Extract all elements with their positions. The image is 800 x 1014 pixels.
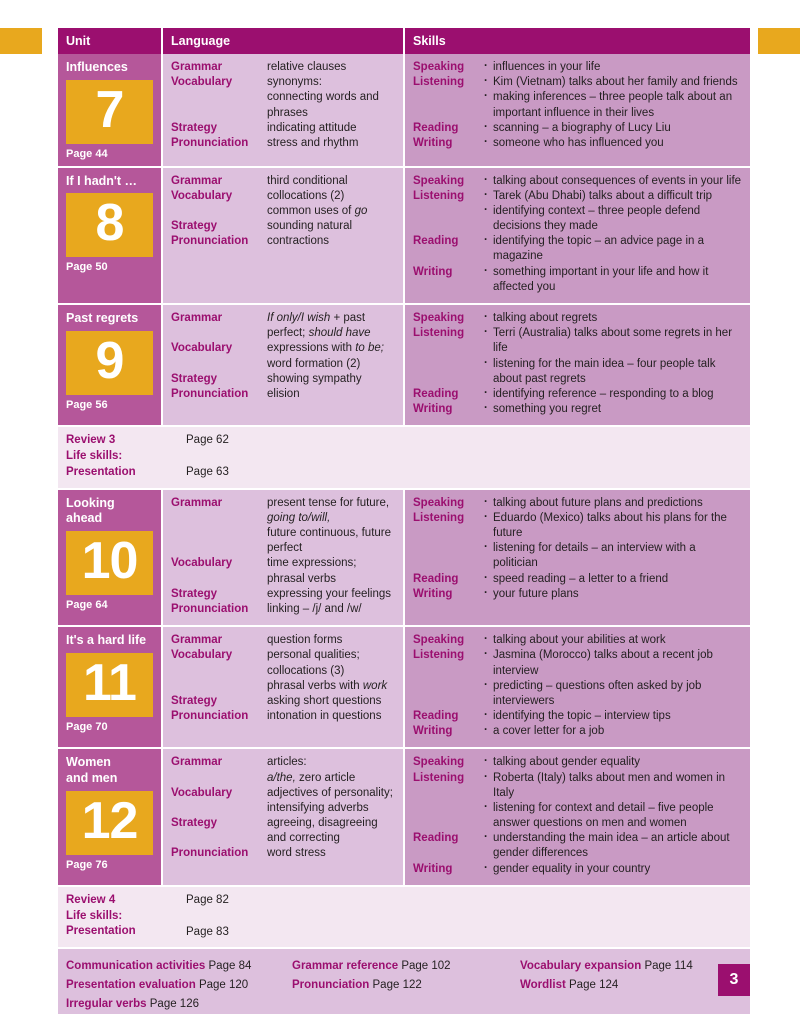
language-row <box>171 786 395 801</box>
language-value: sounding natural <box>267 220 353 233</box>
skill-item: · listening for details – an interview with a politician <box>483 541 742 571</box>
language-row <box>171 755 395 770</box>
skill-label: Listening <box>413 511 465 524</box>
skill-label: Speaking <box>413 174 465 187</box>
language-value: third conditional <box>267 174 348 187</box>
skill-items <box>483 265 742 295</box>
skill-row <box>413 387 742 402</box>
skill-items <box>483 496 742 511</box>
unit-page-ref: Page 64 <box>66 599 108 612</box>
language-row <box>171 694 395 709</box>
back-matter-page-ref: Page 126 <box>149 998 199 1011</box>
language-value: question forms <box>267 634 343 647</box>
back-matter-label: Pronunciation <box>292 979 370 992</box>
language-row <box>171 664 395 679</box>
language-row <box>171 387 395 402</box>
unit-number: 10 <box>66 531 153 595</box>
language-label <box>171 90 267 120</box>
back-matter-entry <box>66 976 292 995</box>
unit-title: It's a hard life <box>66 633 147 648</box>
language-label <box>171 664 267 679</box>
skill-item: · understanding the main idea – an article about gender differences <box>483 831 742 861</box>
language-label: Grammar <box>171 496 223 509</box>
skill-item: · Tarek (Abu Dhabi) talks about a difficult trip <box>483 189 742 204</box>
language-row <box>171 526 395 556</box>
skill-label: Writing <box>413 403 453 416</box>
skill-items <box>483 755 742 770</box>
language-label: Vocabulary <box>171 189 233 202</box>
header-unit: Unit <box>58 28 162 54</box>
language-value: stress and rhythm <box>267 136 359 149</box>
skill-label: Reading <box>413 235 459 248</box>
language-row <box>171 648 395 663</box>
language-row <box>171 121 395 136</box>
skill-row <box>413 174 742 189</box>
unit-title: If I hadn't … <box>66 173 138 188</box>
language-value: future continuous, future perfect <box>267 527 392 555</box>
language-value: intensifying adverbs <box>267 801 369 814</box>
language-label <box>171 572 267 587</box>
skill-label: Writing <box>413 136 453 149</box>
language-label: Vocabulary <box>171 786 233 799</box>
unit-cell <box>58 489 162 626</box>
unit-page-ref: Page 50 <box>66 261 108 274</box>
language-row <box>171 234 395 249</box>
language-label <box>171 526 267 556</box>
skill-row <box>413 587 742 602</box>
language-label: Grammar <box>171 756 223 769</box>
skill-items <box>483 387 742 402</box>
skill-row <box>413 121 742 136</box>
language-row <box>171 572 395 587</box>
skill-items <box>483 648 742 709</box>
back-matter-column <box>66 957 292 1014</box>
language-label: Vocabulary <box>171 649 233 662</box>
unit-page-ref: Page 76 <box>66 858 108 871</box>
review-row <box>58 426 750 489</box>
language-value: articles: <box>267 756 307 769</box>
skill-item: · identifying reference – responding to a blog <box>483 387 742 402</box>
language-row <box>171 679 395 694</box>
language-row <box>171 846 395 861</box>
skill-item: · talking about gender equality <box>483 755 742 770</box>
skill-item: · Roberta (Italy) talks about men and women in Italy <box>483 771 742 801</box>
skill-item: · Kim (Vietnam) talks about her family and friends <box>483 75 742 90</box>
skill-item: · something important in your life and how it affected you <box>483 265 742 295</box>
language-value: indicating attitude <box>267 121 357 134</box>
skill-item: · identifying the topic – interview tips <box>483 709 742 724</box>
back-matter-entry <box>520 976 742 995</box>
language-row <box>171 75 395 90</box>
unit-number: 9 <box>66 331 153 395</box>
language-value: expressions with to be; <box>267 342 384 355</box>
review-label: Review 3 <box>66 434 116 447</box>
table-body <box>58 54 750 1014</box>
language-row <box>171 633 395 648</box>
skill-item: · scanning – a biography of Lucy Liu <box>483 121 742 136</box>
language-label: Grammar <box>171 174 223 187</box>
language-label: Pronunciation <box>171 387 249 400</box>
table-row <box>58 748 750 885</box>
unit-cell <box>58 748 162 885</box>
skill-item: · talking about regrets <box>483 311 742 326</box>
skill-item: · someone who has influenced you <box>483 136 742 151</box>
table-row <box>58 626 750 748</box>
back-matter-label: Vocabulary expansion <box>520 960 642 973</box>
language-value: intonation in questions <box>267 710 382 723</box>
language-row <box>171 556 395 571</box>
skill-label: Listening <box>413 771 465 784</box>
unit-page-ref: Page 56 <box>66 398 108 411</box>
review-label: Life skills: Presentation <box>66 450 136 478</box>
back-matter-cell <box>58 948 750 1014</box>
review-page-ref: Page 62 <box>186 434 229 447</box>
skill-items <box>483 189 742 235</box>
skill-label: Reading <box>413 121 459 134</box>
language-value: contractions <box>267 235 330 248</box>
language-label: Strategy <box>171 817 218 830</box>
language-value: present tense for future, going to/will, <box>267 496 390 524</box>
unit-page-ref: Page 70 <box>66 720 108 733</box>
language-value: adjectives of personality; <box>267 786 393 799</box>
language-label <box>171 801 267 816</box>
skill-item: · listening for context and detail – five people answer questions on men and women <box>483 801 742 831</box>
page-number-badge: 3 <box>718 964 750 996</box>
skill-label: Speaking <box>413 61 465 73</box>
skill-item: · making inferences – three people talk about an important influence in their lives <box>483 90 742 120</box>
skill-row <box>413 862 742 877</box>
language-row <box>171 341 395 356</box>
unit-number: 11 <box>66 653 153 717</box>
skill-row <box>413 724 742 739</box>
review-label: Review 4 <box>66 893 116 906</box>
skill-item: · speed reading – a letter to a friend <box>483 572 742 587</box>
skill-label: Writing <box>413 265 453 278</box>
language-row <box>171 189 395 204</box>
skill-label: Reading <box>413 832 459 845</box>
skill-items <box>483 572 742 587</box>
skills-cell <box>404 748 750 885</box>
skill-items <box>483 831 742 861</box>
skill-label: Listening <box>413 327 465 340</box>
skills-cell <box>404 304 750 426</box>
skills-cell <box>404 626 750 748</box>
language-row <box>171 587 395 602</box>
back-matter-label: Wordlist <box>520 979 566 992</box>
language-value: If only/I wish + past perfect; should have <box>267 312 371 340</box>
review-line <box>66 433 742 449</box>
language-row <box>171 496 395 526</box>
unit-number: 12 <box>66 791 153 855</box>
language-label: Grammar <box>171 634 223 647</box>
unit-cell <box>58 167 162 304</box>
unit-title: Influences <box>66 60 128 74</box>
back-matter-label: Communication activities <box>66 960 206 973</box>
back-matter-entry <box>292 957 520 976</box>
skill-item: · talking about your abilities at work <box>483 633 742 648</box>
skill-item: · something you regret <box>483 402 742 417</box>
unit-number: 7 <box>66 80 153 144</box>
unit-title: Women and men <box>66 755 118 785</box>
table-row <box>58 489 750 626</box>
review-block-4 <box>58 886 750 949</box>
back-matter-page-ref: Page 120 <box>198 979 249 992</box>
language-label: Strategy <box>171 121 218 134</box>
table-row <box>58 167 750 304</box>
language-label: Pronunciation <box>171 710 249 723</box>
skill-row <box>413 648 742 709</box>
back-matter-page-ref: Page 102 <box>401 960 451 973</box>
back-matter-column <box>292 957 520 1014</box>
skill-items <box>483 136 742 151</box>
back-matter-entry <box>520 957 742 976</box>
back-matter-page-ref: Page 124 <box>569 979 619 992</box>
language-row <box>171 311 395 341</box>
skill-row <box>413 831 742 861</box>
skill-label: Listening <box>413 649 465 662</box>
review-page-ref: Page 83 <box>186 925 229 938</box>
language-cell <box>162 748 404 885</box>
back-matter-label: Grammar reference <box>292 960 399 973</box>
language-row <box>171 816 395 846</box>
language-row <box>171 801 395 816</box>
skill-row <box>413 75 742 121</box>
skill-items <box>483 60 742 75</box>
skill-label: Reading <box>413 710 459 723</box>
review-page-ref: Page 63 <box>186 465 229 478</box>
skill-items <box>483 174 742 189</box>
skill-label: Speaking <box>413 756 465 769</box>
language-label: Strategy <box>171 220 218 233</box>
skill-items <box>483 587 742 602</box>
review-page-ref: Page 82 <box>186 893 229 906</box>
skill-item: · talking about consequences of events in your life <box>483 174 742 189</box>
language-cell <box>162 489 404 626</box>
language-value: personal qualities; <box>267 649 360 662</box>
language-cell <box>162 304 404 426</box>
unit-title: Past regrets <box>66 311 139 325</box>
skill-row <box>413 755 742 770</box>
language-label <box>171 771 267 786</box>
language-value: expressing your feelings <box>267 587 392 600</box>
review-line <box>66 893 742 909</box>
skill-row <box>413 496 742 511</box>
language-value: synonyms: <box>267 76 322 89</box>
language-label: Strategy <box>171 694 218 707</box>
language-label: Pronunciation <box>171 602 249 615</box>
skills-cell <box>404 167 750 304</box>
language-label: Vocabulary <box>171 76 233 89</box>
skill-item: · identifying the topic – an advice page in a magazine <box>483 234 742 264</box>
header-skills: Skills <box>404 28 750 54</box>
skill-item: · talking about future plans and predictions <box>483 496 742 511</box>
skill-items <box>483 402 742 417</box>
language-cell <box>162 167 404 304</box>
language-label: Grammar <box>171 312 223 324</box>
skill-item: · a cover letter for a job <box>483 724 742 739</box>
language-label: Strategy <box>171 372 218 385</box>
review-label: Life skills: Presentation <box>66 909 136 938</box>
skill-item: · influences in your life <box>483 60 742 75</box>
skill-row <box>413 234 742 264</box>
skill-row <box>413 60 742 75</box>
language-value: collocations (3) <box>267 664 345 677</box>
decorative-tab-right <box>758 28 800 54</box>
language-row <box>171 90 395 120</box>
language-value: showing sympathy <box>267 372 362 385</box>
review-line <box>66 449 742 481</box>
language-label: Vocabulary <box>171 342 233 355</box>
language-cell <box>162 54 404 167</box>
language-row <box>171 357 395 372</box>
language-value: word stress <box>267 847 326 860</box>
skill-items <box>483 326 742 387</box>
language-value: time expressions; <box>267 557 357 570</box>
back-matter-column <box>520 957 742 1014</box>
language-value: phrasal verbs <box>267 572 337 585</box>
back-matter-label: Irregular verbs <box>66 998 147 1011</box>
language-label <box>171 204 267 219</box>
unit-title: Looking ahead <box>66 495 115 526</box>
back-matter-page-ref: Page 114 <box>644 960 693 973</box>
unit-number: 8 <box>66 193 153 257</box>
language-label: Pronunciation <box>171 235 249 248</box>
skill-items <box>483 511 742 572</box>
unit-cell <box>58 626 162 748</box>
skill-row <box>413 402 742 417</box>
language-row <box>171 219 395 234</box>
skill-items <box>483 121 742 136</box>
language-row <box>171 709 395 724</box>
skill-items <box>483 724 742 739</box>
skill-label: Writing <box>413 725 453 738</box>
back-matter-entry <box>292 976 520 995</box>
skill-label: Listening <box>413 189 465 202</box>
review-row <box>58 886 750 949</box>
skill-label: Writing <box>413 862 453 875</box>
skill-row <box>413 189 742 235</box>
language-label: Pronunciation <box>171 847 249 860</box>
language-label: Pronunciation <box>171 136 249 149</box>
skills-cell <box>404 54 750 167</box>
unit-cell <box>58 304 162 426</box>
back-matter-page-ref: Page 122 <box>372 979 422 992</box>
skill-item: · Eduardo (Mexico) talks about his plans for the future <box>483 511 742 541</box>
language-value: word formation (2) <box>267 357 361 370</box>
skill-item: · listening for the main idea – four people talk about past regrets <box>483 357 742 387</box>
language-row <box>171 136 395 151</box>
skill-row <box>413 311 742 326</box>
skill-label: Reading <box>413 572 459 585</box>
footer-row <box>58 948 750 1014</box>
language-value: linking – /j/ and /w/ <box>267 602 362 615</box>
skill-row <box>413 771 742 832</box>
language-value: common uses of go <box>267 204 368 217</box>
skill-items <box>483 234 742 264</box>
language-row <box>171 771 395 786</box>
skill-item: · Jasmina (Morocco) talks about a recent job interview <box>483 648 742 678</box>
skill-items <box>483 709 742 724</box>
skill-item: · identifying context – three people defend decisions they made <box>483 204 742 234</box>
back-matter-entry <box>66 957 292 976</box>
language-value: relative clauses <box>267 61 347 73</box>
skill-label: Speaking <box>413 496 465 509</box>
skill-item: · your future plans <box>483 587 742 602</box>
language-label: Vocabulary <box>171 557 233 570</box>
skill-item: · Terri (Australia) talks about some regrets in her life <box>483 326 742 356</box>
back-matter-label: Presentation evaluation <box>66 979 196 992</box>
review-line <box>66 909 742 941</box>
language-value: asking short questions <box>267 694 382 707</box>
unit-cell <box>58 54 162 167</box>
language-value: connecting words and phrases <box>267 91 379 119</box>
skill-items <box>483 862 742 877</box>
language-value: collocations (2) <box>267 189 345 202</box>
header-language: Language <box>162 28 404 54</box>
skill-label: Speaking <box>413 312 465 324</box>
skill-row <box>413 511 742 572</box>
language-value: elision <box>267 387 300 400</box>
language-row <box>171 602 395 617</box>
back-matter-entry <box>66 995 292 1014</box>
skill-items <box>483 771 742 832</box>
skills-cell <box>404 489 750 626</box>
skill-item: · predicting – questions often asked by job interviewers <box>483 679 742 709</box>
language-cell <box>162 626 404 748</box>
skill-label: Reading <box>413 387 459 400</box>
table-header-row <box>58 28 750 54</box>
language-label <box>171 357 267 372</box>
contents-table <box>58 28 750 1014</box>
skill-items <box>483 75 742 121</box>
language-value: agreeing, disagreeing and correcting <box>267 817 378 845</box>
decorative-tab-left <box>0 28 42 54</box>
language-row <box>171 204 395 219</box>
skill-label: Speaking <box>413 634 465 647</box>
back-matter-page-ref: Page 84 <box>208 960 252 973</box>
skill-label: Listening <box>413 76 465 89</box>
review-block-3 <box>58 426 750 489</box>
skill-label: Writing <box>413 587 453 600</box>
language-label <box>171 679 267 694</box>
skill-item: · gender equality in your country <box>483 862 742 877</box>
skill-row <box>413 136 742 151</box>
language-row <box>171 372 395 387</box>
language-label: Strategy <box>171 587 218 600</box>
language-row <box>171 60 395 75</box>
language-value: a/the, zero article <box>267 771 356 784</box>
skill-row <box>413 572 742 587</box>
skill-row <box>413 633 742 648</box>
language-label: Grammar <box>171 61 223 73</box>
unit-page-ref: Page 44 <box>66 147 108 160</box>
skill-row <box>413 326 742 387</box>
skill-row <box>413 265 742 295</box>
table-row <box>58 54 750 167</box>
skill-row <box>413 709 742 724</box>
table-row <box>58 304 750 426</box>
language-row <box>171 174 395 189</box>
skill-items <box>483 311 742 326</box>
skill-items <box>483 633 742 648</box>
language-value: phrasal verbs with work <box>267 679 388 692</box>
